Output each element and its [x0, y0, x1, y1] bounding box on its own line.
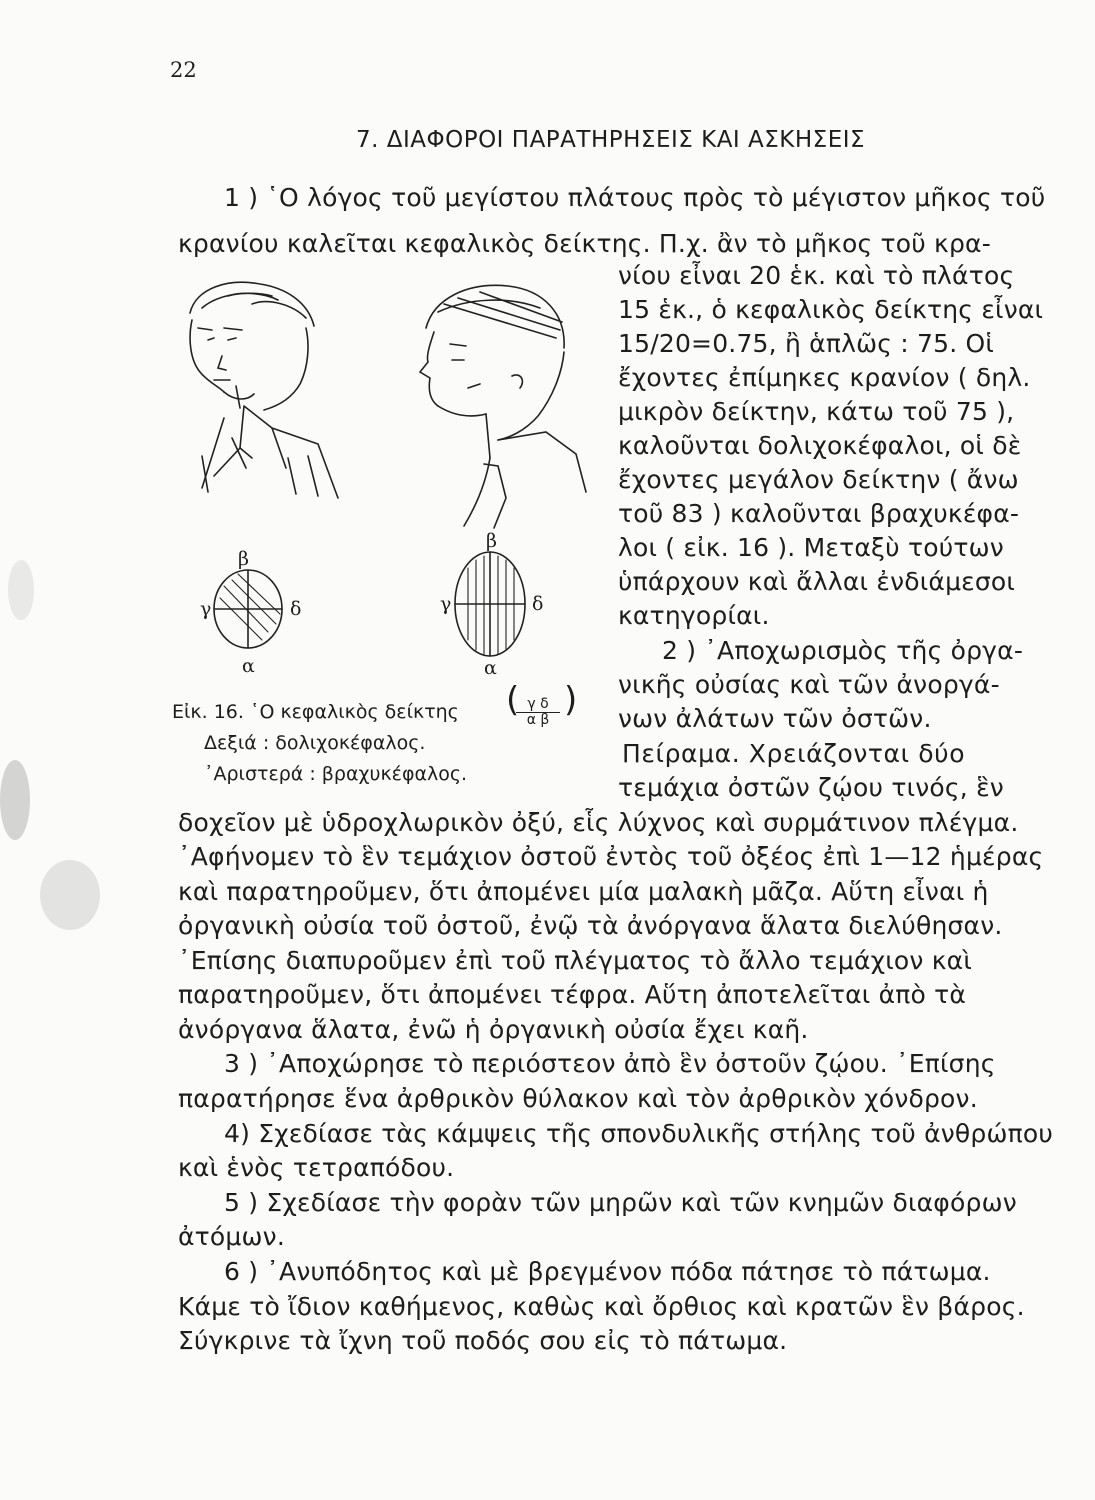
label-left-delta: δ — [290, 598, 302, 620]
label-right-alpha: α — [484, 657, 497, 679]
text-line: Πείραμα. Χρειάζονται δύο — [622, 739, 966, 768]
fraction-numerator: γ δ — [516, 697, 560, 713]
text-line: μικρὸν δείκτην, κάτω τοῦ 75 ), — [618, 397, 1015, 426]
text-line: νων ἀλάτων τῶν ὀστῶν. — [618, 704, 932, 733]
label-left-beta: β — [238, 548, 249, 570]
text-line: κατηγορίαι. — [618, 601, 770, 630]
text-line: Σύγκρινε τὰ ἴχνη τοῦ ποδός σου εἰς τὸ πάτωμα. — [178, 1326, 788, 1355]
figure-caption-left: ᾿Αριστερά : βραχυκέφαλος. — [204, 763, 468, 785]
text-line: ἀνόργανα ἅλατα, ἐνῶ ἡ ὀργανικὴ οὐσία ἔχει καῆ. — [178, 1015, 809, 1044]
text-line: 15 ἑκ., ὁ κεφαλικὸς δείκτης εἶναι — [618, 295, 1044, 324]
text-line: καὶ ἑνὸς τετραπόδου. — [178, 1153, 455, 1182]
text-line: ἔχοντες ἐπίμηκες κρανίον ( δηλ. — [618, 363, 1031, 392]
label-left-gamma: γ — [200, 598, 212, 620]
figure-caption-title: Εἰκ. 16. ῾Ο κεφαλικὸς δείκτης — [172, 701, 459, 723]
text-line: λοι ( εἰκ. 16 ). Μεταξὺ τούτων — [618, 533, 1004, 562]
text-line: 1 ) ῾Ο λόγος τοῦ μεγίστου πλάτους πρὸς τὸ μέγιστον μῆκος τοῦ — [224, 183, 1046, 212]
text-line: δοχεῖον μὲ ὑδροχλωρικὸν ὀξύ, εἷς λύχνος καὶ συρμάτινον πλέγμα. — [178, 808, 1019, 837]
scan-smudge — [0, 760, 30, 840]
text-line: ὀργανικὴ οὐσία τοῦ ὀστοῦ, ἐνῷ τὰ ἀνόργανα ἅλατα διελύθησαν. — [178, 911, 1003, 940]
caption-fraction: ( γ δ α β ) — [506, 680, 578, 728]
text-line: ᾿Επίσης διαπυροῦμεν ἐπὶ τοῦ πλέγματος τὸ ἄλλο τεμάχιον καὶ — [178, 946, 972, 975]
text-line: κρανίου καλεῖται κεφαλικὸς δείκτης. Π.χ. ἂν τὸ μῆκος τοῦ κρα- — [178, 229, 991, 258]
fraction-denominator: α β — [526, 712, 550, 728]
text-line: 5 ) Σχεδίασε τὴν φορὰν τῶν μηρῶν καὶ τῶν κνημῶν διαφόρων — [224, 1188, 1017, 1217]
page-number: 22 — [170, 58, 197, 82]
text-line: παρατήρησε ἕνα ἀρθρικὸν θύλακον καὶ τὸν ἀρθρικὸν χόνδρον. — [178, 1084, 978, 1113]
text-line: ἀτόμων. — [178, 1222, 285, 1251]
text-line: ᾿Αφήνομεν τὸ ἓν τεμάχιον ὀστοῦ ἐντὸς τοῦ ὀξέος ἐπὶ 1—12 ἡμέρας — [178, 842, 1044, 871]
label-right-beta: β — [486, 530, 497, 552]
section-title: 7. ΔΙΑΦΟΡΟΙ ΠΑΡΑΤΗΡΗΣΕΙΣ ΚΑΙ ΑΣΚΗΣΕΙΣ — [356, 127, 866, 153]
left-head-drawing — [190, 282, 338, 498]
right-head-drawing — [420, 285, 586, 528]
label-left-alpha: α — [242, 655, 255, 677]
text-line: παρατηροῦμεν, ὅτι ἀπομένει τέφρα. Αὕτη ἀποτελεῖται ἀπὸ τὰ — [178, 980, 967, 1009]
text-line: 3 ) ᾿Αποχώρησε τὸ περιόστεον ἀπὸ ἓν ὀστοῦν ζῴου. ᾿Επίσης — [224, 1049, 996, 1078]
label-right-gamma: γ — [440, 593, 452, 615]
text-line: τεμάχια ὀστῶν ζῴου τινός, ἓν — [618, 773, 1004, 802]
text-line: νικῆς οὐσίας καὶ τῶν ἀνοργά- — [618, 670, 1000, 699]
text-line: τοῦ 83 ) καλοῦνται βραχυκέφα- — [618, 499, 1020, 528]
text-line: Κάμε τὸ ἴδιον καθήμενος, καθὼς καὶ ὄρθιος καὶ κρατῶν ἓν βάρος. — [178, 1292, 1025, 1321]
figure-16-illustration — [168, 268, 598, 688]
text-line: 6 ) ᾿Ανυπόδητος καὶ μὲ βρεγμένον πόδα πάτησε τὸ πάτωμα. — [224, 1257, 991, 1286]
text-line: καλοῦνται δολιχοκέφαλοι, οἱ δὲ — [618, 431, 1022, 460]
text-line: ὑπάρχουν καὶ ἄλλαι ἐνδιάμεσοι — [618, 567, 1016, 596]
text-line: νίου εἶναι 20 ἑκ. καὶ τὸ πλάτος — [618, 261, 1015, 290]
label-right-delta: δ — [532, 593, 544, 615]
scan-smudge — [40, 860, 100, 930]
text-line: 2 ) ᾿Αποχωρισμὸς τῆς ὀργα- — [662, 636, 1024, 665]
text-line: 4) Σχεδίασε τὰς κάμψεις τῆς σπονδυλικῆς στήλης τοῦ ἀνθρώπου — [224, 1119, 1054, 1148]
text-line: καὶ παρατηροῦμεν, ὅτι ἀπομένει μία μαλακὴ μᾶζα. Αὕτη εἶναι ἡ — [178, 877, 989, 906]
scan-smudge — [8, 560, 34, 620]
figure-caption-right: Δεξιά : δολιχοκέφαλος. — [204, 732, 426, 754]
text-line: ἔχοντες μεγάλον δείκτην ( ἄνω — [618, 465, 1019, 494]
text-line: 15/20=0.75, ἢ ἁπλῶς : 75. Οἱ — [618, 329, 995, 358]
